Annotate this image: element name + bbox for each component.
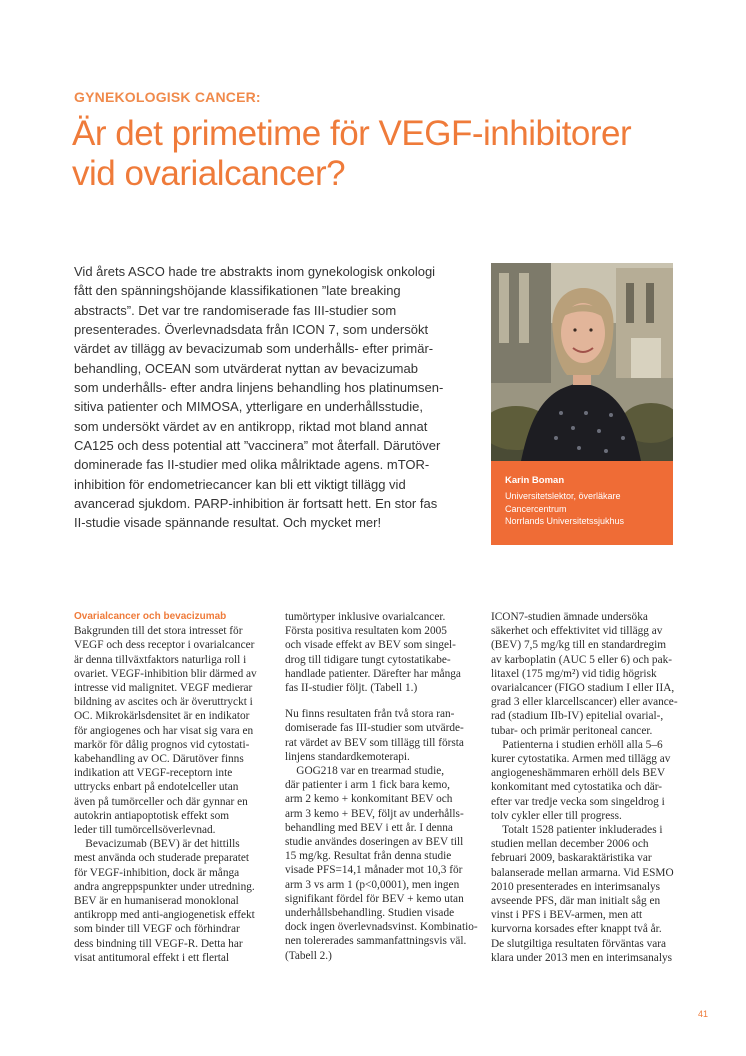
author-portrait-image	[491, 263, 673, 461]
section-kicker: GYNEKOLOGISK CANCER:	[74, 89, 261, 105]
body-line: tumörtyper inklusive ovarialcancer.	[285, 611, 446, 623]
body-line: 2010 presenterades en interimsanalys	[491, 880, 661, 893]
body-line: drog till tidigare tungt cytostatikabe-	[285, 653, 451, 666]
body-line: VEGF och dess receptor i ovarialcancer	[74, 639, 255, 652]
body-line: behandling med BEV i ett år. I denna	[285, 821, 453, 834]
title-line: Är det primetime för VEGF-inhibitorer	[72, 114, 632, 153]
body-line: säkerhet och effektivitet vid tillägg av	[491, 625, 663, 638]
body-line: konkomitant med cytostatika och där-	[491, 781, 663, 794]
body-line: dess bindning till VEGF-R. Detta har	[74, 937, 243, 950]
body-line: klara under 2013 men en interimsanalys	[491, 951, 673, 964]
body-line: Nu finns resultaten från två stora ran-	[285, 708, 455, 721]
body-line: Bevacizumab (BEV) är det hittills	[74, 838, 240, 851]
body-line: tubar- och primär peritoneal cancer.	[491, 724, 653, 737]
body-line: nen tolererades sammanfattningsvis väl.	[285, 935, 467, 948]
body-line: linjens standardkemoterapi.	[285, 750, 410, 763]
body-line: (Tabell 2.)	[285, 949, 332, 962]
body-line: ICON7-studien ämnade undersöka	[491, 611, 648, 623]
body-line: även på tumörceller och där gynnar en	[74, 795, 248, 808]
body-line: (BEV) 7,5 mg/kg till en standardregim	[491, 639, 667, 652]
body-line: vinst i PFS i BEV-armen, men att	[491, 909, 643, 922]
body-line: studie användes doseringen av BEV till	[285, 836, 464, 849]
ingress-line: dominerade fas II-studier med olika målriktade agens. mTOR-	[74, 457, 430, 473]
ingress-line: presenterades. Överlevnadsdata från ICON 7, som undersökt	[74, 322, 429, 338]
body-line: litaxel (175 mg/m²) vid tidig högrisk	[491, 667, 657, 680]
body-line: avseende PFS, där man initialt såg en	[491, 895, 661, 908]
body-line: angiogeneshämmaren erhöll dels BEV	[491, 767, 666, 780]
section-subheading: Ovarialcancer och bevacizumab	[74, 611, 227, 622]
ingress-line: värdet av tillägg av bevacizumab som underhålls- efter primär-	[74, 341, 434, 357]
body-line: andra angreppspunkter under utredning.	[74, 880, 255, 893]
body-line: för angiogenes och har visat sig vara en	[74, 724, 254, 737]
body-column-3	[491, 610, 678, 965]
body-line: domiserade fas III-studier som utvärde-	[285, 722, 464, 735]
body-line: som binder till VEGF och förhindrar	[74, 923, 240, 936]
body-line: där patienter i arm 1 fick bara kemo,	[285, 779, 450, 792]
ingress-line: som undersökt värdet av en antikropp, riktad mot bland annat	[74, 418, 428, 434]
body-line: studien mellan december 2006 och	[491, 838, 649, 851]
author-photo	[491, 263, 673, 461]
ingress-line: Vid årets ASCO hade tre abstrakts inom gynekologisk onkologi	[74, 264, 436, 279]
body-line: intresse vid malignitet. VEGF medierar	[74, 682, 253, 695]
title-line: vid ovarialcancer?	[72, 154, 346, 193]
body-line: balanserade mellan armarna. Vid ESMO	[491, 866, 674, 879]
ingress-line: behandling, OCEAN som utvärderat nyttan av bevacizumab	[74, 360, 418, 376]
body-line: underhållsbehandling. Studien visade	[285, 907, 455, 920]
body-line: uttrycks enbart på endotelceller utan	[74, 781, 239, 794]
ingress-paragraph	[74, 262, 474, 533]
body-line: kurvorna korsades efter knappt två år.	[491, 923, 662, 936]
author-caption	[491, 461, 673, 545]
ingress-line: II-studie visade spännande resultat. Och mycket mer!	[74, 515, 382, 531]
ingress-line: avancerad sjukdom. PARP-inhibition är fortsatt hett. En stor fas	[74, 496, 438, 512]
body-column-2	[285, 610, 478, 963]
author-department: Cancercentrum	[505, 503, 567, 514]
body-line: antikropp med anti-angiogenetisk effekt	[74, 909, 255, 922]
body-line: Första positiva resultaten kom 2005	[285, 625, 447, 638]
body-line: Patienterna i studien erhöll alla 5–6	[491, 738, 663, 751]
body-line: kabehandling av OC. Därutöver finns	[74, 753, 244, 766]
author-hospital: Norrlands Universitetssjukhus	[505, 516, 625, 526]
body-line: rat värdet av BEV som tillägg till första	[285, 736, 464, 749]
body-line: arm 3 vs arm 1 (p<0,0001), men ingen	[285, 878, 460, 891]
body-line: februari 2009, baskaraktäristika var	[491, 852, 652, 865]
author-name: Karin Boman	[505, 475, 565, 486]
body-line: ovarialcancer (FIGO stadium I eller IIA,	[491, 682, 675, 695]
body-line: 15 mg/kg. Resultat från denna studie	[285, 850, 452, 863]
body-line: arm 2 kemo + konkomitant BEV och	[285, 793, 453, 806]
body-line: bildning av ascites och är överuttryckt i	[74, 696, 253, 709]
body-line: mest använda och studerade preparatet	[74, 852, 250, 865]
author-role: Universitetslektor, överläkare	[505, 491, 621, 501]
body-line: dock ingen överlevnadsvinst. Kombinatio-	[285, 921, 478, 934]
body-line: tolv cykler eller till progress.	[491, 809, 622, 822]
ingress-line: CA125 och dess potential att ”vaccinera” mot återfall. Därutöver	[74, 438, 441, 454]
body-line: visade PFS=14,1 månader mot 10,3 för	[285, 864, 463, 877]
body-line: fas II-studier följt. (Tabell 1.)	[285, 682, 418, 695]
body-line: visat antitumoral effekt i ett flertal	[74, 951, 230, 964]
body-line: BEV är en humaniserad monoklonal	[74, 895, 239, 908]
body-line: Totalt 1528 patienter inkluderades i	[491, 824, 663, 837]
ingress-line: sitiva patienter och MIMOSA, ytterligare en underhållsstudie,	[74, 399, 424, 415]
body-line: ovariet. VEGF-inhibition blir därmed av	[74, 667, 257, 680]
body-line: arm 3 kemo + BEV, följt av underhålls-	[285, 807, 464, 820]
body-line: De slutgiltiga resultaten förväntas vara	[491, 937, 667, 950]
body-line: handlade patienter. Därefter har många	[285, 667, 461, 680]
body-line: signifikant fördel för BEV + kemo utan	[285, 892, 464, 905]
body-line: autokrin antiapoptotisk effekt som	[74, 809, 230, 822]
body-column-1	[74, 610, 256, 965]
ingress-line: abstracts”. Det var tre randomiserade fas III-studier som	[74, 302, 397, 318]
body-line: av karboplatin (AUC 5 eller 6) och pak-	[491, 653, 673, 666]
article-title	[72, 114, 692, 194]
body-line: efter var tredje vecka som singeldrog i	[491, 795, 665, 808]
body-line: GOG218 var en trearmad studie,	[285, 765, 445, 778]
body-line: är denna tillväxtfaktors naturliga roll i	[74, 653, 247, 666]
body-line: Bakgrunden till det stora intresset för	[74, 625, 243, 638]
ingress-line: inhibition för endometriecancer kan bli ett viktigt tillägg vid	[74, 476, 406, 492]
ingress-line: fått den spänningshöjande klassifikationen ”late breaking	[74, 283, 401, 299]
body-line: och visade effekt av BEV som singel-	[285, 639, 456, 652]
body-line: OC. Mikrokärlsdensitet är en indikator	[74, 710, 250, 723]
body-line: indikation att VEGF-receptorn inte	[74, 767, 233, 780]
body-line: leder till tumörcellsöverlevnad.	[74, 824, 216, 837]
body-line: kurer cytostatika. Armen med tillägg av	[491, 753, 671, 766]
ingress-line: som underhålls- efter andra linjens behandling hos platinumsen-	[74, 380, 444, 396]
page-number: 41	[698, 1009, 709, 1019]
paragraph-gap	[285, 695, 467, 707]
body-line: rad (stadium IIb-IV) epitelial ovarial-,	[491, 710, 664, 723]
body-line: markör för dålig prognos vid cytostati-	[74, 738, 250, 751]
body-line: grad 3 eller klarcellscancer) eller avance-	[491, 696, 678, 709]
body-line: för VEGF-inhibition, dock är många	[74, 866, 240, 879]
